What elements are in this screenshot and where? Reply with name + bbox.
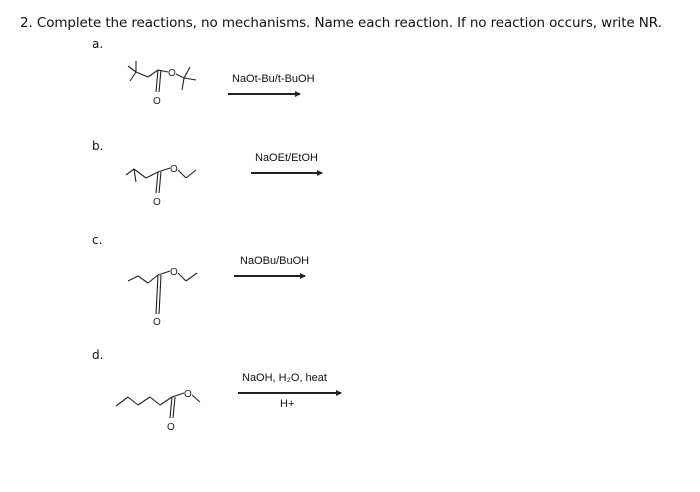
oxygen-label: O	[153, 317, 161, 328]
question-prompt: Complete the reactions, no mechanisms. Name each reaction. If no reaction occurs, write NR.	[36, 15, 662, 31]
oxygen-label: O	[153, 197, 161, 208]
part-c-reagent: NaOBu/BuOH	[240, 255, 310, 267]
part-a-structure	[120, 52, 205, 112]
part-c-label: c.	[92, 233, 103, 247]
part-b-reagent: NaOEt/EtOH	[255, 152, 318, 164]
part-c-structure	[120, 255, 220, 335]
part-b-label: b.	[92, 139, 104, 153]
oxygen-label: O	[170, 267, 178, 278]
part-a-label: a.	[92, 37, 104, 51]
part-d-arrow	[238, 392, 341, 394]
oxygen-label: O	[184, 389, 192, 400]
oxygen-label: O	[167, 422, 175, 433]
part-a-reagent: NaOt-Bu/t-BuOH	[232, 73, 315, 85]
part-d-label: d.	[92, 348, 104, 362]
part-a-arrow	[228, 93, 300, 95]
part-c-arrow	[234, 275, 305, 277]
oxygen-label: O	[170, 164, 178, 175]
part-b-arrow	[251, 172, 322, 174]
question-text	[20, 15, 662, 31]
part-b-structure	[120, 150, 220, 210]
part-d-structure	[110, 380, 230, 440]
part-d-reagent-bottom: H+	[280, 398, 295, 410]
part-d-reagent-top: NaOH, H₂O, heat	[242, 372, 327, 384]
question-number: 2.	[20, 15, 33, 31]
oxygen-label: O	[153, 96, 161, 107]
oxygen-label: O	[168, 68, 176, 79]
